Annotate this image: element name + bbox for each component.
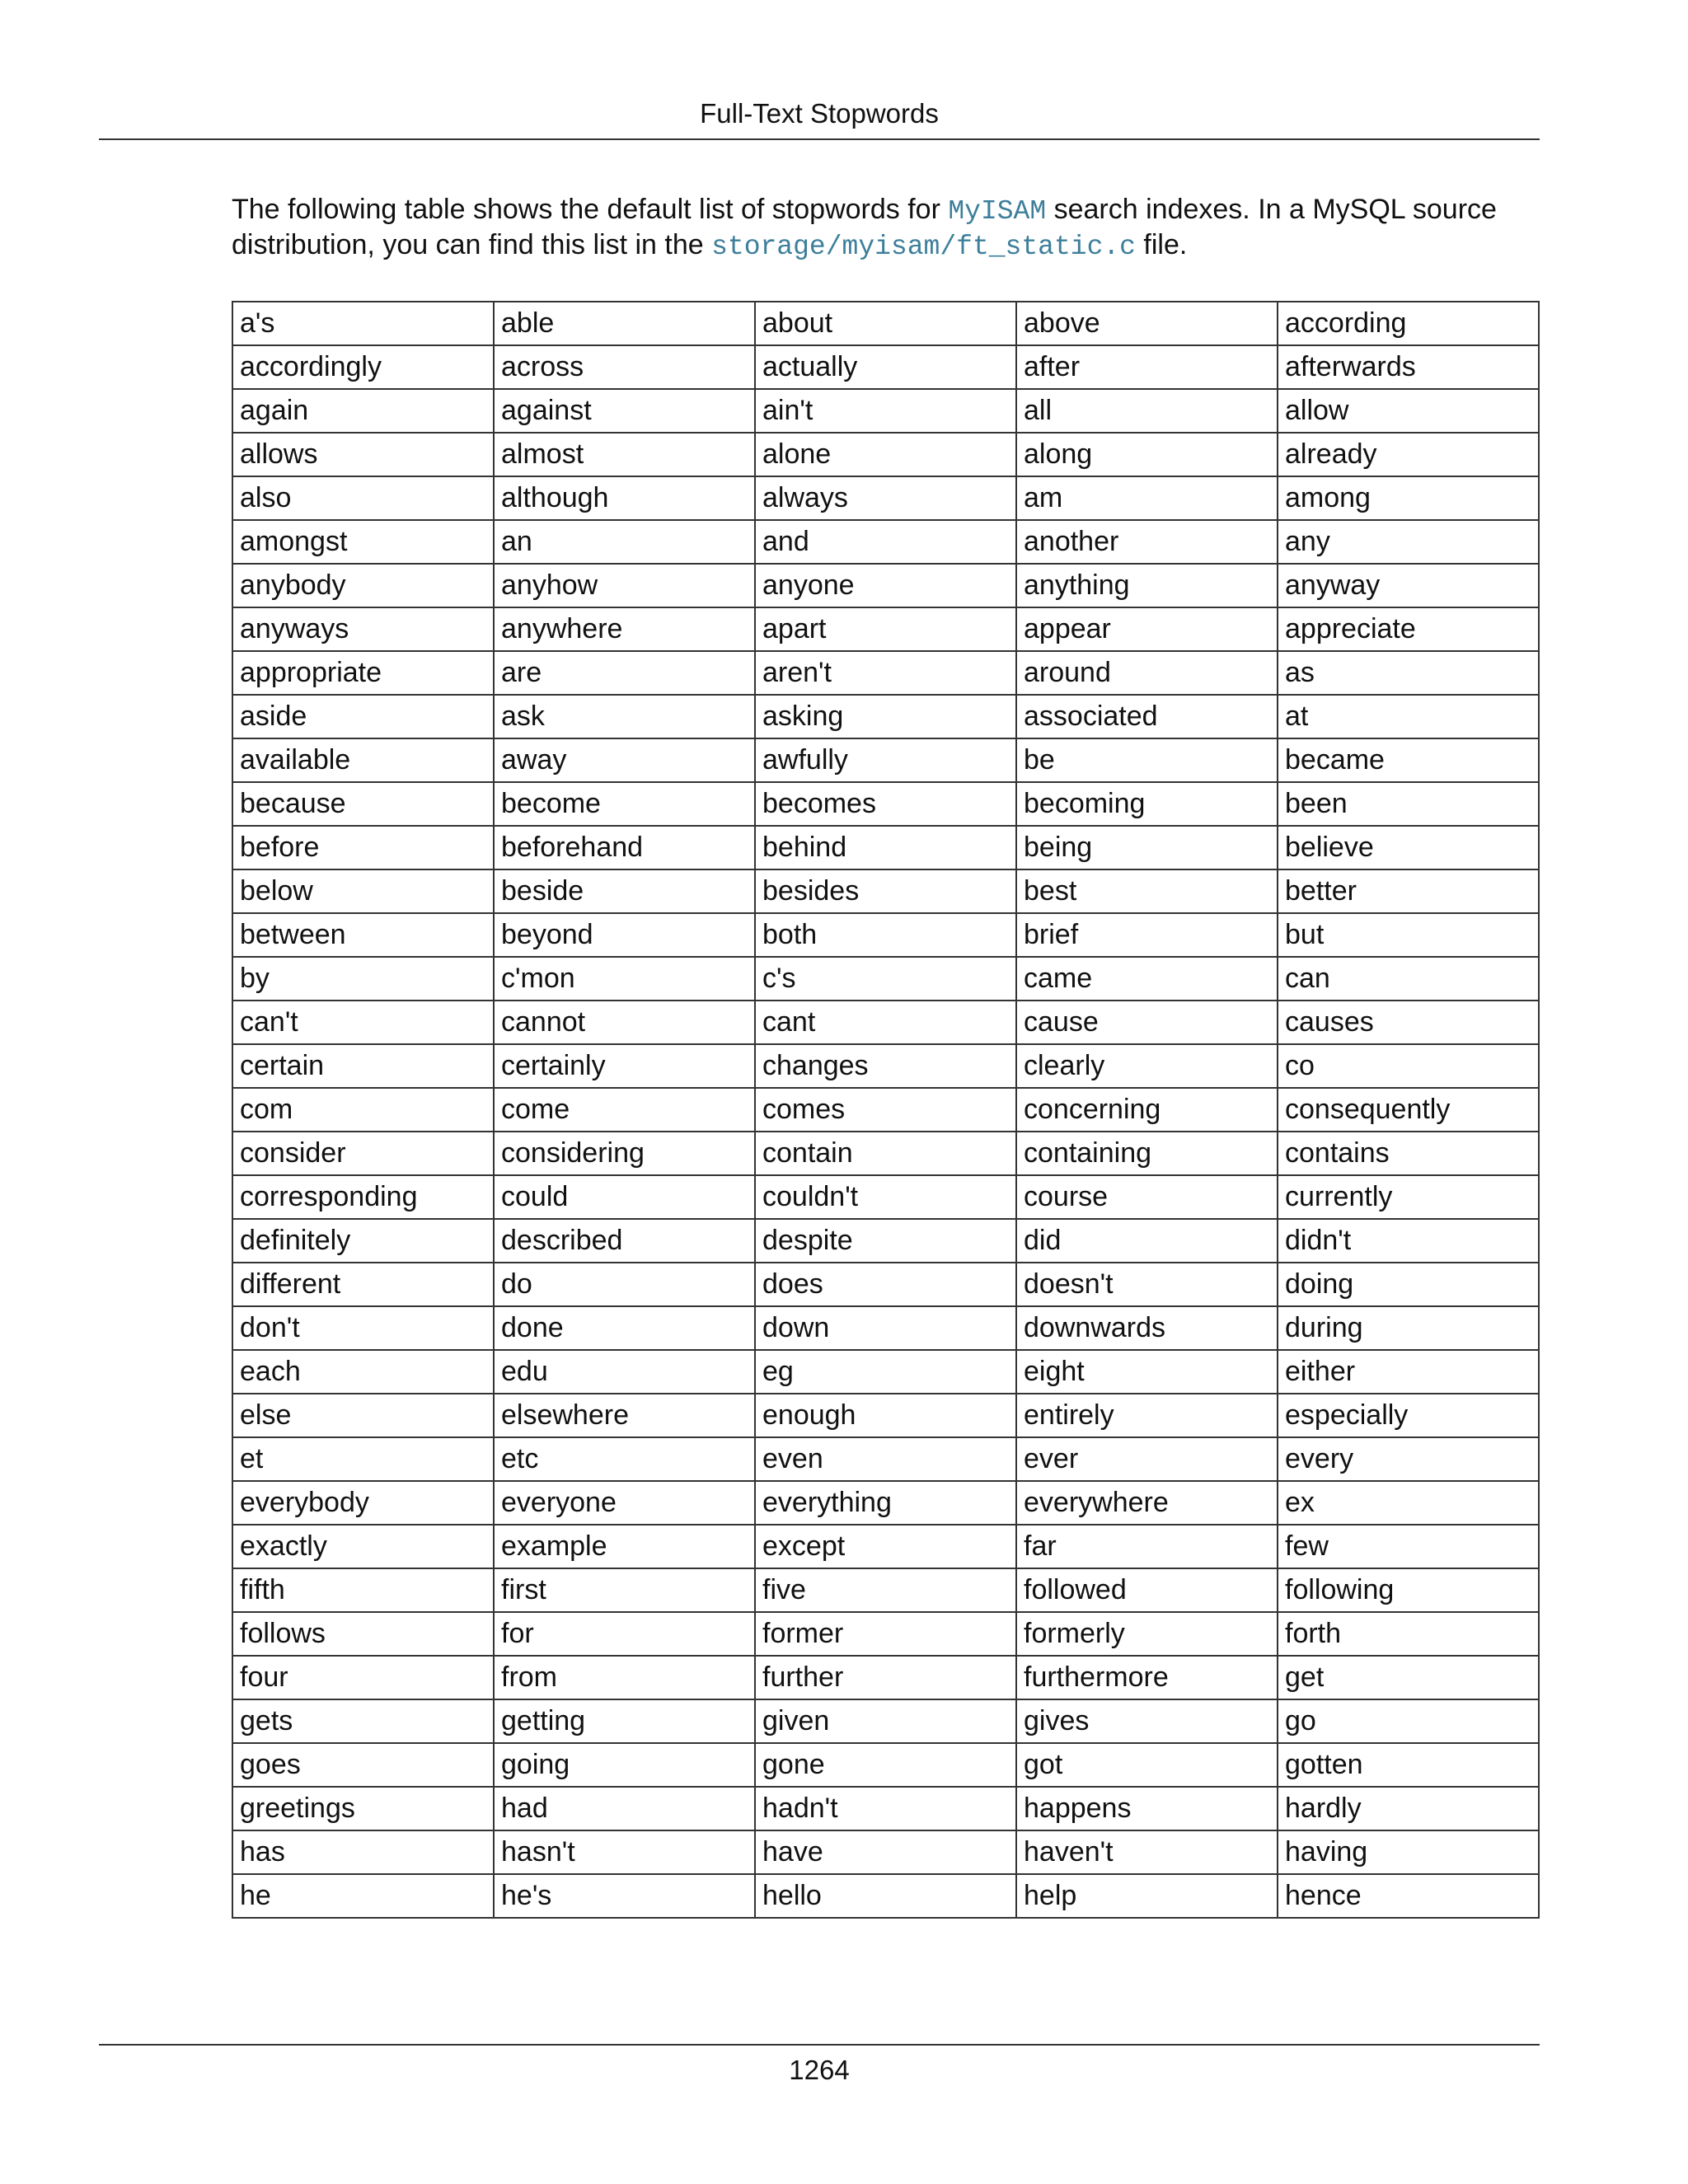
table-cell: containing	[1016, 1132, 1278, 1175]
table-row	[232, 433, 1539, 476]
table-cell: hello	[755, 1874, 1016, 1918]
table-cell: happens	[1016, 1787, 1278, 1830]
table-cell: anything	[1016, 564, 1278, 607]
table-cell: all	[1016, 389, 1278, 433]
table-row	[232, 302, 1539, 345]
table-cell: etc	[494, 1437, 755, 1481]
intro-text-2: search indexes. In a MySQL source distribution, you can find this list in the	[232, 194, 1497, 260]
table-cell: couldn't	[755, 1175, 1016, 1219]
table-cell: best	[1016, 869, 1278, 913]
table-cell: further	[755, 1656, 1016, 1699]
table-cell: are	[494, 651, 755, 695]
table-cell: being	[1016, 826, 1278, 869]
table-row	[232, 1437, 1539, 1481]
table-cell: fifth	[232, 1568, 494, 1612]
table-cell: awfully	[755, 738, 1016, 782]
table-cell: everywhere	[1016, 1481, 1278, 1525]
table-cell: around	[1016, 651, 1278, 695]
table-cell: hence	[1278, 1874, 1539, 1918]
table-cell: cause	[1016, 1001, 1278, 1044]
table-cell: ask	[494, 695, 755, 738]
table-row	[232, 1612, 1539, 1656]
table-row	[232, 1568, 1539, 1612]
table-cell: after	[1016, 345, 1278, 389]
table-cell: anywhere	[494, 607, 755, 651]
table-row	[232, 1175, 1539, 1219]
table-cell: before	[232, 826, 494, 869]
table-row	[232, 782, 1539, 826]
table-cell: everybody	[232, 1481, 494, 1525]
table-cell: changes	[755, 1044, 1016, 1088]
table-cell: contain	[755, 1132, 1016, 1175]
table-cell: except	[755, 1525, 1016, 1568]
table-cell: goes	[232, 1743, 494, 1787]
intro-text-3: file.	[1135, 229, 1188, 260]
table-cell: below	[232, 869, 494, 913]
table-cell: either	[1278, 1350, 1539, 1394]
table-cell: few	[1278, 1525, 1539, 1568]
table-cell: anyways	[232, 607, 494, 651]
table-cell: cannot	[494, 1001, 755, 1044]
table-cell: downwards	[1016, 1306, 1278, 1350]
table-cell: brief	[1016, 913, 1278, 957]
table-row	[232, 1306, 1539, 1350]
table-cell: ex	[1278, 1481, 1539, 1525]
table-cell: has	[232, 1830, 494, 1874]
table-row	[232, 1699, 1539, 1743]
table-cell: described	[494, 1219, 755, 1263]
table-cell: appreciate	[1278, 607, 1539, 651]
table-cell: greetings	[232, 1787, 494, 1830]
table-cell: everything	[755, 1481, 1016, 1525]
table-cell: getting	[494, 1699, 755, 1743]
table-cell: during	[1278, 1306, 1539, 1350]
table-cell: had	[494, 1787, 755, 1830]
table-row	[232, 738, 1539, 782]
table-cell: each	[232, 1350, 494, 1394]
page-number: 1264	[789, 2055, 850, 2085]
table-cell: although	[494, 476, 755, 520]
table-cell: c'mon	[494, 957, 755, 1001]
table-cell: afterwards	[1278, 345, 1539, 389]
table-cell: especially	[1278, 1394, 1539, 1437]
table-cell: gets	[232, 1699, 494, 1743]
table-cell: anyway	[1278, 564, 1539, 607]
table-cell: aside	[232, 695, 494, 738]
table-cell: does	[755, 1263, 1016, 1306]
table-cell: get	[1278, 1656, 1539, 1699]
table-cell: amongst	[232, 520, 494, 564]
table-cell: apart	[755, 607, 1016, 651]
table-cell: co	[1278, 1044, 1539, 1088]
table-cell: beforehand	[494, 826, 755, 869]
table-row	[232, 957, 1539, 1001]
table-cell: at	[1278, 695, 1539, 738]
table-cell: am	[1016, 476, 1278, 520]
intro-paragraph	[232, 193, 1550, 264]
table-row	[232, 1656, 1539, 1699]
table-cell: beside	[494, 869, 755, 913]
table-row	[232, 651, 1539, 695]
table-cell: according	[1278, 302, 1539, 345]
table-cell: forth	[1278, 1612, 1539, 1656]
table-cell: certainly	[494, 1044, 755, 1088]
code-myisam: MyISAM	[948, 196, 1047, 227]
table-cell: hasn't	[494, 1830, 755, 1874]
table-cell: always	[755, 476, 1016, 520]
table-cell: example	[494, 1525, 755, 1568]
table-cell: because	[232, 782, 494, 826]
table-cell: any	[1278, 520, 1539, 564]
table-cell: above	[1016, 302, 1278, 345]
intro-text-1: The following table shows the default list of stopwords for	[232, 194, 949, 225]
table-cell: certain	[232, 1044, 494, 1088]
table-row	[232, 520, 1539, 564]
table-cell: but	[1278, 913, 1539, 957]
table-cell: able	[494, 302, 755, 345]
table-cell: can	[1278, 957, 1539, 1001]
table-row	[232, 1481, 1539, 1525]
table-cell: furthermore	[1016, 1656, 1278, 1699]
table-cell: every	[1278, 1437, 1539, 1481]
table-cell: already	[1278, 433, 1539, 476]
table-cell: asking	[755, 695, 1016, 738]
table-cell: down	[755, 1306, 1016, 1350]
table-cell: gone	[755, 1743, 1016, 1787]
table-cell: didn't	[1278, 1219, 1539, 1263]
stopwords-table-body	[232, 302, 1539, 1918]
table-cell: allow	[1278, 389, 1539, 433]
table-cell: and	[755, 520, 1016, 564]
table-cell: by	[232, 957, 494, 1001]
table-cell: doing	[1278, 1263, 1539, 1306]
table-cell: actually	[755, 345, 1016, 389]
table-cell: almost	[494, 433, 755, 476]
table-row	[232, 1743, 1539, 1787]
table-row	[232, 564, 1539, 607]
table-cell: can't	[232, 1001, 494, 1044]
table-cell: definitely	[232, 1219, 494, 1263]
table-cell: better	[1278, 869, 1539, 913]
table-row	[232, 1787, 1539, 1830]
table-cell: between	[232, 913, 494, 957]
table-row	[232, 869, 1539, 913]
table-row	[232, 913, 1539, 957]
table-cell: first	[494, 1568, 755, 1612]
table-row	[232, 1394, 1539, 1437]
table-cell: help	[1016, 1874, 1278, 1918]
table-cell: do	[494, 1263, 755, 1306]
table-cell: consider	[232, 1132, 494, 1175]
table-cell: he's	[494, 1874, 755, 1918]
table-cell: appropriate	[232, 651, 494, 695]
table-cell: done	[494, 1306, 755, 1350]
table-cell: ever	[1016, 1437, 1278, 1481]
table-cell: beyond	[494, 913, 755, 957]
table-cell: been	[1278, 782, 1539, 826]
table-cell: a's	[232, 302, 494, 345]
table-row	[232, 1001, 1539, 1044]
table-cell: could	[494, 1175, 755, 1219]
table-cell: ain't	[755, 389, 1016, 433]
table-cell: don't	[232, 1306, 494, 1350]
table-cell: appear	[1016, 607, 1278, 651]
table-cell: came	[1016, 957, 1278, 1001]
table-cell: going	[494, 1743, 755, 1787]
table-cell: again	[232, 389, 494, 433]
table-cell: concerning	[1016, 1088, 1278, 1132]
table-cell: causes	[1278, 1001, 1539, 1044]
table-cell: considering	[494, 1132, 755, 1175]
table-cell: as	[1278, 651, 1539, 695]
table-cell: contains	[1278, 1132, 1539, 1175]
table-row	[232, 1525, 1539, 1568]
table-cell: becomes	[755, 782, 1016, 826]
table-cell: comes	[755, 1088, 1016, 1132]
table-cell: come	[494, 1088, 755, 1132]
table-cell: doesn't	[1016, 1263, 1278, 1306]
table-cell: away	[494, 738, 755, 782]
table-cell: former	[755, 1612, 1016, 1656]
table-cell: c's	[755, 957, 1016, 1001]
table-cell: hadn't	[755, 1787, 1016, 1830]
table-cell: an	[494, 520, 755, 564]
table-cell: course	[1016, 1175, 1278, 1219]
table-cell: gotten	[1278, 1743, 1539, 1787]
table-cell: elsewhere	[494, 1394, 755, 1437]
table-row	[232, 826, 1539, 869]
table-cell: com	[232, 1088, 494, 1132]
table-cell: consequently	[1278, 1088, 1539, 1132]
table-cell: eight	[1016, 1350, 1278, 1394]
table-cell: enough	[755, 1394, 1016, 1437]
table-cell: anyone	[755, 564, 1016, 607]
table-cell: anybody	[232, 564, 494, 607]
table-row	[232, 345, 1539, 389]
table-cell: formerly	[1016, 1612, 1278, 1656]
code-ft-static-path: storage/myisam/ft_static.c	[711, 232, 1136, 262]
table-cell: be	[1016, 738, 1278, 782]
table-cell: exactly	[232, 1525, 494, 1568]
table-cell: corresponding	[232, 1175, 494, 1219]
table-cell: et	[232, 1437, 494, 1481]
table-cell: about	[755, 302, 1016, 345]
table-cell: different	[232, 1263, 494, 1306]
table-cell: became	[1278, 738, 1539, 782]
table-cell: given	[755, 1699, 1016, 1743]
table-cell: from	[494, 1656, 755, 1699]
table-cell: did	[1016, 1219, 1278, 1263]
table-cell: among	[1278, 476, 1539, 520]
table-cell: another	[1016, 520, 1278, 564]
page-header	[99, 92, 1540, 140]
table-cell: despite	[755, 1219, 1016, 1263]
table-row	[232, 1350, 1539, 1394]
table-cell: also	[232, 476, 494, 520]
table-cell: following	[1278, 1568, 1539, 1612]
table-cell: followed	[1016, 1568, 1278, 1612]
table-row	[232, 607, 1539, 651]
table-cell: gives	[1016, 1699, 1278, 1743]
table-cell: four	[232, 1656, 494, 1699]
table-cell: entirely	[1016, 1394, 1278, 1437]
table-row	[232, 1132, 1539, 1175]
table-cell: currently	[1278, 1175, 1539, 1219]
table-cell: he	[232, 1874, 494, 1918]
table-cell: far	[1016, 1525, 1278, 1568]
table-cell: become	[494, 782, 755, 826]
page-title: Full-Text Stopwords	[700, 98, 939, 129]
table-cell: having	[1278, 1830, 1539, 1874]
table-cell: eg	[755, 1350, 1016, 1394]
table-row	[232, 1263, 1539, 1306]
table-cell: becoming	[1016, 782, 1278, 826]
table-cell: go	[1278, 1699, 1539, 1743]
table-cell: allows	[232, 433, 494, 476]
table-cell: have	[755, 1830, 1016, 1874]
table-cell: aren't	[755, 651, 1016, 695]
table-cell: even	[755, 1437, 1016, 1481]
page-footer	[99, 2044, 1540, 2092]
table-cell: behind	[755, 826, 1016, 869]
table-cell: five	[755, 1568, 1016, 1612]
table-cell: across	[494, 345, 755, 389]
table-row	[232, 1830, 1539, 1874]
table-cell: available	[232, 738, 494, 782]
table-cell: both	[755, 913, 1016, 957]
table-row	[232, 1088, 1539, 1132]
table-cell: along	[1016, 433, 1278, 476]
table-cell: alone	[755, 433, 1016, 476]
table-row	[232, 1044, 1539, 1088]
table-cell: edu	[494, 1350, 755, 1394]
table-cell: everyone	[494, 1481, 755, 1525]
table-cell: haven't	[1016, 1830, 1278, 1874]
table-row	[232, 695, 1539, 738]
table-cell: besides	[755, 869, 1016, 913]
table-cell: for	[494, 1612, 755, 1656]
table-cell: else	[232, 1394, 494, 1437]
table-cell: associated	[1016, 695, 1278, 738]
table-cell: anyhow	[494, 564, 755, 607]
table-row	[232, 389, 1539, 433]
table-cell: got	[1016, 1743, 1278, 1787]
table-row	[232, 476, 1539, 520]
table-row	[232, 1874, 1539, 1918]
stopwords-table	[232, 301, 1540, 1919]
table-cell: against	[494, 389, 755, 433]
table-cell: hardly	[1278, 1787, 1539, 1830]
table-row	[232, 1219, 1539, 1263]
table-cell: accordingly	[232, 345, 494, 389]
table-cell: believe	[1278, 826, 1539, 869]
table-cell: cant	[755, 1001, 1016, 1044]
table-cell: clearly	[1016, 1044, 1278, 1088]
table-cell: follows	[232, 1612, 494, 1656]
